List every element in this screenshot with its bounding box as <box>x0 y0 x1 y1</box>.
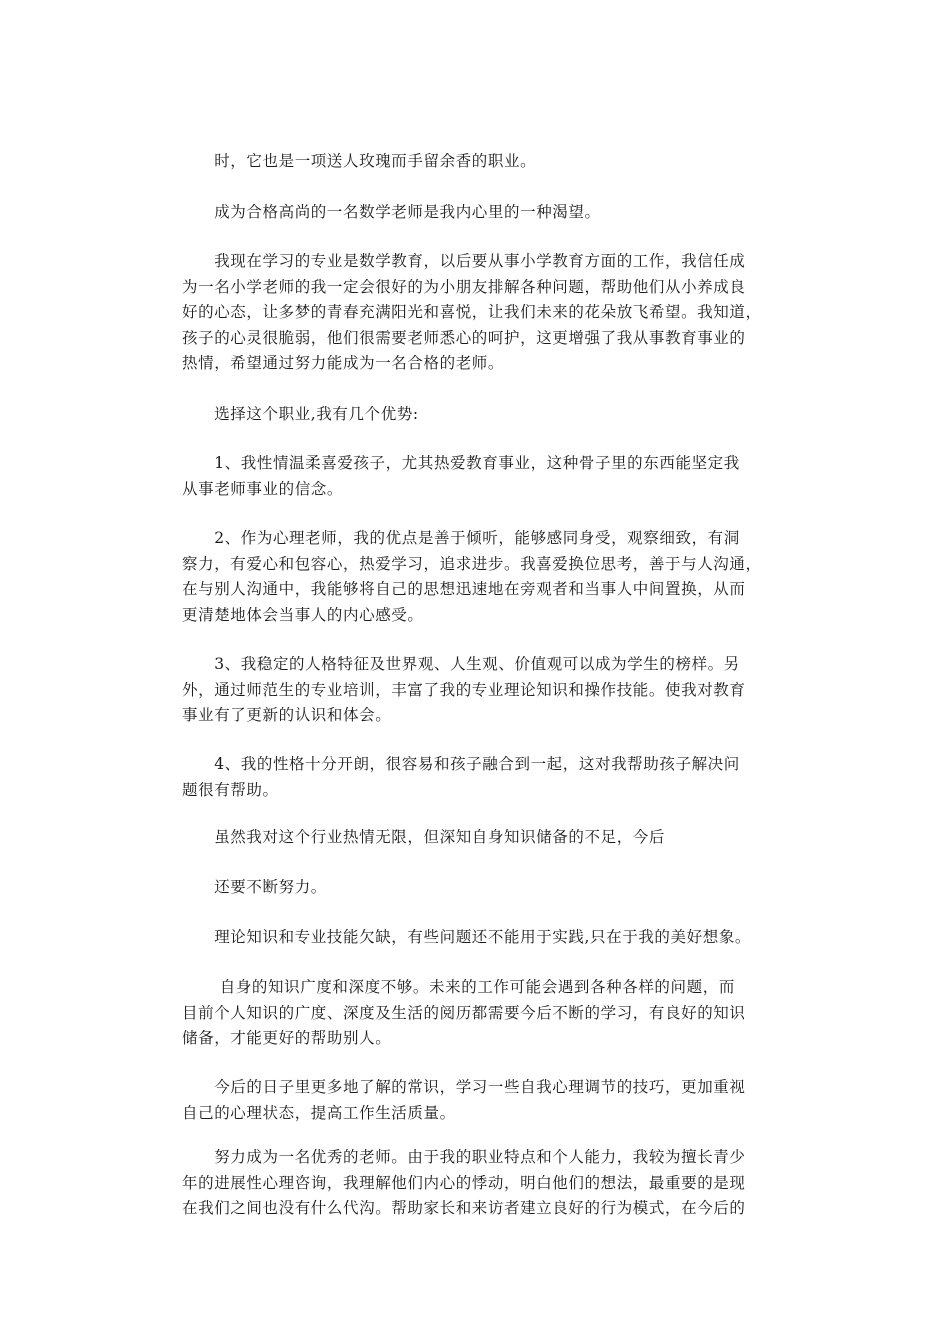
text-line: 年的进展性心理咨询，我理解他们内心的悸动，明白他们的想法，最重要的是现 <box>182 1173 746 1192</box>
text-line: 3、我稳定的人格特征及世界观、人生观、价值观可以成为学生的榜样。另 <box>182 655 740 673</box>
text-line: 虽然我对这个行业热情无限，但深知自身知识储备的不足，今后 <box>182 828 666 846</box>
paragraph <box>182 200 772 226</box>
text-line: 今后的日子里更多地了解的常识，学习一些自我心理调节的技巧，更加重视 <box>182 1078 746 1096</box>
text-line: 在与别人沟通中，我能够将自己的思想迅速地在旁观者和当事人中间置换，从而 <box>182 580 746 599</box>
text-line: 1、我性情温柔喜爱孩子，尤其热爱教育事业，这种骨子里的东西能坚定我 <box>182 454 740 472</box>
text-line: 2、作为心理老师，我的优点是善于倾听，能够感同身受，观察细致，有洞 <box>182 529 740 547</box>
paragraph <box>182 925 772 951</box>
text-line: 热情，希望通过努力能成为一名合格的老师。 <box>182 354 505 373</box>
paragraph <box>182 451 772 502</box>
text-line: 理论知识和专业技能欠缺，有些问题还不能用于实践,只在于我的美好想象。 <box>182 928 752 946</box>
text-line: 选择这个职业,我有几个优势: <box>182 405 419 423</box>
text-line: 孩子的心灵很脆弱，他们很需要老师悉心的呵护，这更增强了我从事教育事业的 <box>182 328 746 347</box>
text-line: 在我们之间也没有什么代沟。帮助家长和来访者建立良好的行为模式，在今后的 <box>182 1199 746 1218</box>
text-line: 题很有帮助。 <box>182 780 279 799</box>
text-line: 事业有了更新的认识和体会。 <box>182 706 392 725</box>
text-line: 为一名小学老师的我一定会很好的为小朋友排解各种问题，帮助他们从小养成良 <box>182 277 746 296</box>
text-line: 从事老师事业的信念。 <box>182 479 344 498</box>
text-line: 4、我的性格十分开朗，很容易和孩子融合到一起，这对我帮助孩子解决问 <box>182 755 740 773</box>
text-line: 成为合格高尚的一名数学老师是我内心里的一种渴望。 <box>182 203 601 221</box>
paragraph <box>182 652 772 729</box>
text-line: 努力成为一名优秀的老师。由于我的职业特点和个人能力，我较为擅长青少 <box>182 1148 746 1166</box>
paragraph <box>182 249 772 377</box>
text-line: 我现在学习的专业是数学教育，以后要从事小学教育方面的工作，我信任成 <box>182 252 746 270</box>
text-line: 好的心态，让多梦的青春充满阳光和喜悦，让我们未来的花朵放飞希望。我知道， <box>182 303 762 322</box>
text-line: 外，通过师范生的专业培训，丰富了我的专业理论知识和操作技能。使我对教育 <box>182 680 746 699</box>
paragraph <box>182 149 772 175</box>
text-line: 目前个人知识的广度、深度及生活的阅历都需要今后不断的学习，有良好的知识 <box>182 1003 746 1022</box>
text-line: 自己的心理状态，提高工作生活质量。 <box>182 1103 456 1122</box>
text-line: 储备，才能更好的帮助别人。 <box>182 1029 392 1048</box>
paragraph <box>182 825 772 851</box>
paragraph <box>182 402 772 428</box>
text-line: 还要不断努力。 <box>182 878 327 896</box>
paragraph <box>182 752 772 803</box>
paragraph <box>182 975 772 1052</box>
paragraph <box>182 526 772 628</box>
text-line: 更清楚地体会当事人的内心感受。 <box>182 605 424 624</box>
paragraph <box>182 1145 772 1222</box>
paragraph <box>182 875 772 901</box>
paragraph <box>182 1075 772 1126</box>
text-line: 时，它也是一项送人玫瑰而手留余香的职业。 <box>182 152 537 170</box>
text-line: 察力，有爱心和包容心，热爱学习，追求进步。我喜爱换位思考，善于与人沟通， <box>182 554 762 573</box>
text-line: 自身的知识广度和深度不够。未来的工作可能会遇到各种各样的问题，而 <box>182 978 735 996</box>
